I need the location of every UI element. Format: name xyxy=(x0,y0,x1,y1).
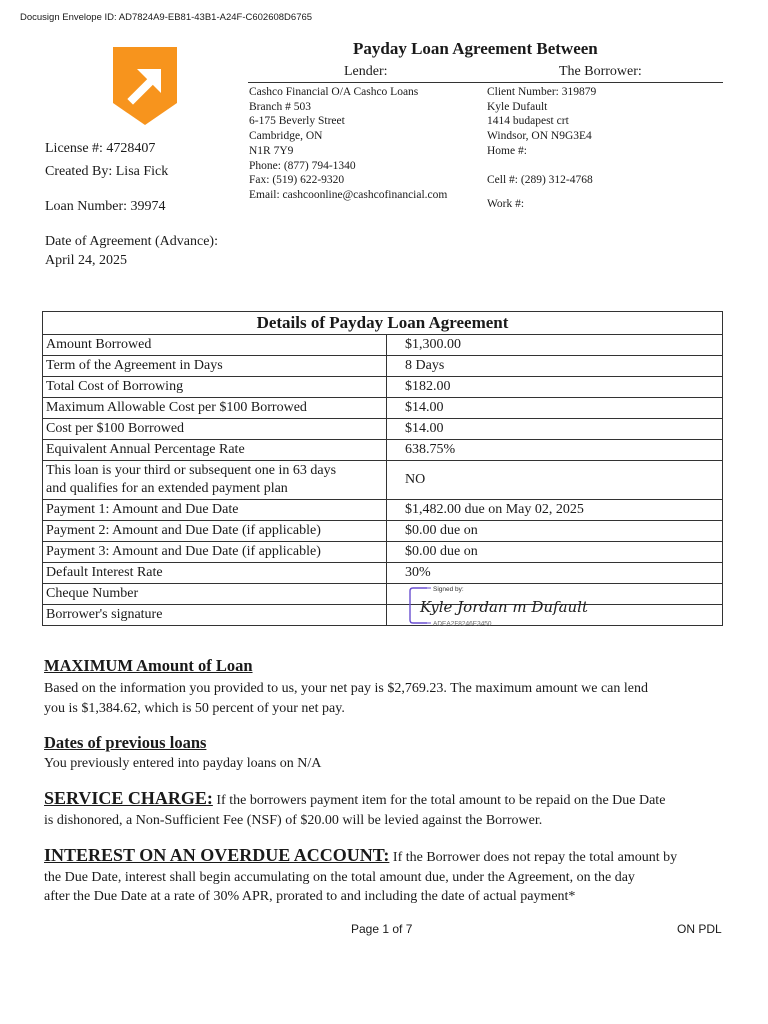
borrower-street: 1414 budapest crt xyxy=(487,115,569,128)
row-label: Payment 3: Amount and Due Date (if applicable) xyxy=(43,542,387,563)
service-charge-line: is dishonored, a Non-Sufficient Fee (NSF) of $20.00 will be levied against the Borrower. xyxy=(44,812,543,828)
maximum-line: you is $1,384.62, which is 50 percent of your net pay. xyxy=(44,700,345,716)
borrower-name: Kyle Dufault xyxy=(487,100,548,113)
row-label: Default Interest Rate xyxy=(43,563,387,584)
row-value: NO xyxy=(387,461,723,500)
row-label: Cheque Number xyxy=(43,584,387,605)
row-value: $182.00 xyxy=(387,377,723,398)
overdue-interest-paragraph xyxy=(44,846,726,907)
row-value: $14.00 xyxy=(387,419,723,440)
lender-name: Cashco Financial O/A Cashco Loans xyxy=(249,86,419,98)
row-value: $1,300.00 xyxy=(387,335,723,356)
row-label: Term of the Agreement in Days xyxy=(43,356,387,377)
maximum-heading: MAXIMUM Amount of Loan xyxy=(44,656,253,675)
table-row xyxy=(43,335,723,356)
signed-by-label: Signed by: xyxy=(433,586,464,593)
lender-city: Cambridge, ON xyxy=(249,130,323,143)
loan-number: Loan Number: 39974 xyxy=(45,199,166,214)
table-row xyxy=(43,419,723,440)
row-value: $0.00 due on xyxy=(387,521,723,542)
signature-hash: ADEA2F8246E3450 xyxy=(433,620,492,626)
lender-email: Email: cashcoonline@cashcofinancial.com xyxy=(249,188,448,201)
created-by: Created By: Lisa Fick xyxy=(45,164,169,179)
overdue-interest-text: If the Borrower does not repay the total amount by xyxy=(389,850,678,865)
lender-phone: Phone: (877) 794-1340 xyxy=(249,159,356,172)
lender-details xyxy=(249,85,447,203)
previous-loans-heading: Dates of previous loans xyxy=(44,733,207,752)
row-label: Total Cost of Borrowing xyxy=(43,377,387,398)
docusign-signature-block xyxy=(409,585,594,626)
table-row xyxy=(43,500,723,521)
service-charge-heading: SERVICE CHARGE: xyxy=(44,788,213,808)
row-label-line: and qualifies for an extended payment plan xyxy=(46,481,288,496)
table-row xyxy=(43,356,723,377)
overdue-interest-heading: INTEREST ON AN OVERDUE ACCOUNT: xyxy=(44,845,390,865)
table-row xyxy=(43,398,723,419)
maximum-text xyxy=(44,679,726,718)
client-number: Client Number: 319879 xyxy=(487,86,597,98)
table-row xyxy=(43,563,723,584)
loan-details-table xyxy=(42,311,723,626)
service-charge-text: If the borrowers payment item for the total amount to be repaid on the Due Date xyxy=(212,793,666,808)
lender-branch: Branch # 503 xyxy=(249,100,311,113)
signature-text: Kyle Jordan m Dufault xyxy=(420,598,589,616)
row-value: $14.00 xyxy=(387,398,723,419)
row-label: Payment 1: Amount and Due Date xyxy=(43,500,387,521)
table-row xyxy=(43,542,723,563)
row-value: 8 Days xyxy=(387,356,723,377)
table-row xyxy=(43,377,723,398)
row-label xyxy=(43,461,387,500)
agreement-date-value: April 24, 2025 xyxy=(45,253,128,268)
borrower-details xyxy=(487,85,596,212)
borrower-label: The Borrower: xyxy=(559,64,642,79)
page-number: Page 1 of 7 xyxy=(351,922,413,936)
row-label: Amount Borrowed xyxy=(43,335,387,356)
borrower-city: Windsor, ON N9G3E4 xyxy=(487,130,592,143)
table-row xyxy=(43,605,723,626)
details-heading: Details of Payday Loan Agreement xyxy=(43,312,723,335)
row-label-line: This loan is your third or subsequent one in 63 days xyxy=(46,463,337,478)
row-label: Equivalent Annual Percentage Rate xyxy=(43,440,387,461)
row-value: 638.75% xyxy=(387,440,723,461)
cashco-logo-icon xyxy=(113,47,177,125)
maximum-line: Based on the information you provided to us, your net pay is $2,769.23. The maximum amount we can lend xyxy=(44,681,648,696)
borrower-work-phone: Work #: xyxy=(487,198,525,211)
agreement-title: Payday Loan Agreement Between xyxy=(353,39,598,58)
table-row xyxy=(43,584,723,605)
service-charge-paragraph xyxy=(44,789,726,830)
agreement-date-label: Date of Agreement (Advance): xyxy=(45,234,218,249)
envelope-id: Docusign Envelope ID: AD7824A9-EB81-43B1-A24F-C602608D6765 xyxy=(20,12,313,23)
lender-postal: N1R 7Y9 xyxy=(249,144,294,157)
row-label: Maximum Allowable Cost per $100 Borrowed xyxy=(43,398,387,419)
table-row xyxy=(43,461,723,500)
row-value: 30% xyxy=(387,563,723,584)
borrower-home-phone: Home #: xyxy=(487,144,527,157)
lender-label: Lender: xyxy=(344,64,388,79)
license-number: License #: 4728407 xyxy=(45,141,156,156)
lender-fax: Fax: (519) 622-9320 xyxy=(249,174,345,187)
header-rule xyxy=(248,82,723,83)
overdue-interest-line: the Due Date, interest shall begin accumulating on the total amount due, under the Agreement, on the day xyxy=(44,869,635,885)
signature-cell xyxy=(387,586,723,626)
table-row xyxy=(43,440,723,461)
row-label: Payment 2: Amount and Due Date (if applicable) xyxy=(43,521,387,542)
row-label: Borrower's signature xyxy=(43,605,387,626)
lender-street: 6-175 Beverly Street xyxy=(249,115,345,128)
row-value: $0.00 due on xyxy=(387,542,723,563)
overdue-interest-line: after the Due Date at a rate of 30% APR, prorated to and including the date of actual payment* xyxy=(44,889,576,904)
row-value: $1,482.00 due on May 02, 2025 xyxy=(387,500,723,521)
row-label: Cost per $100 Borrowed xyxy=(43,419,387,440)
borrower-cell-phone: Cell #: (289) 312-4768 xyxy=(487,173,593,186)
table-row xyxy=(43,521,723,542)
previous-loans-text: You previously entered into payday loans on N/A xyxy=(44,756,322,771)
form-code: ON PDL xyxy=(677,922,722,936)
